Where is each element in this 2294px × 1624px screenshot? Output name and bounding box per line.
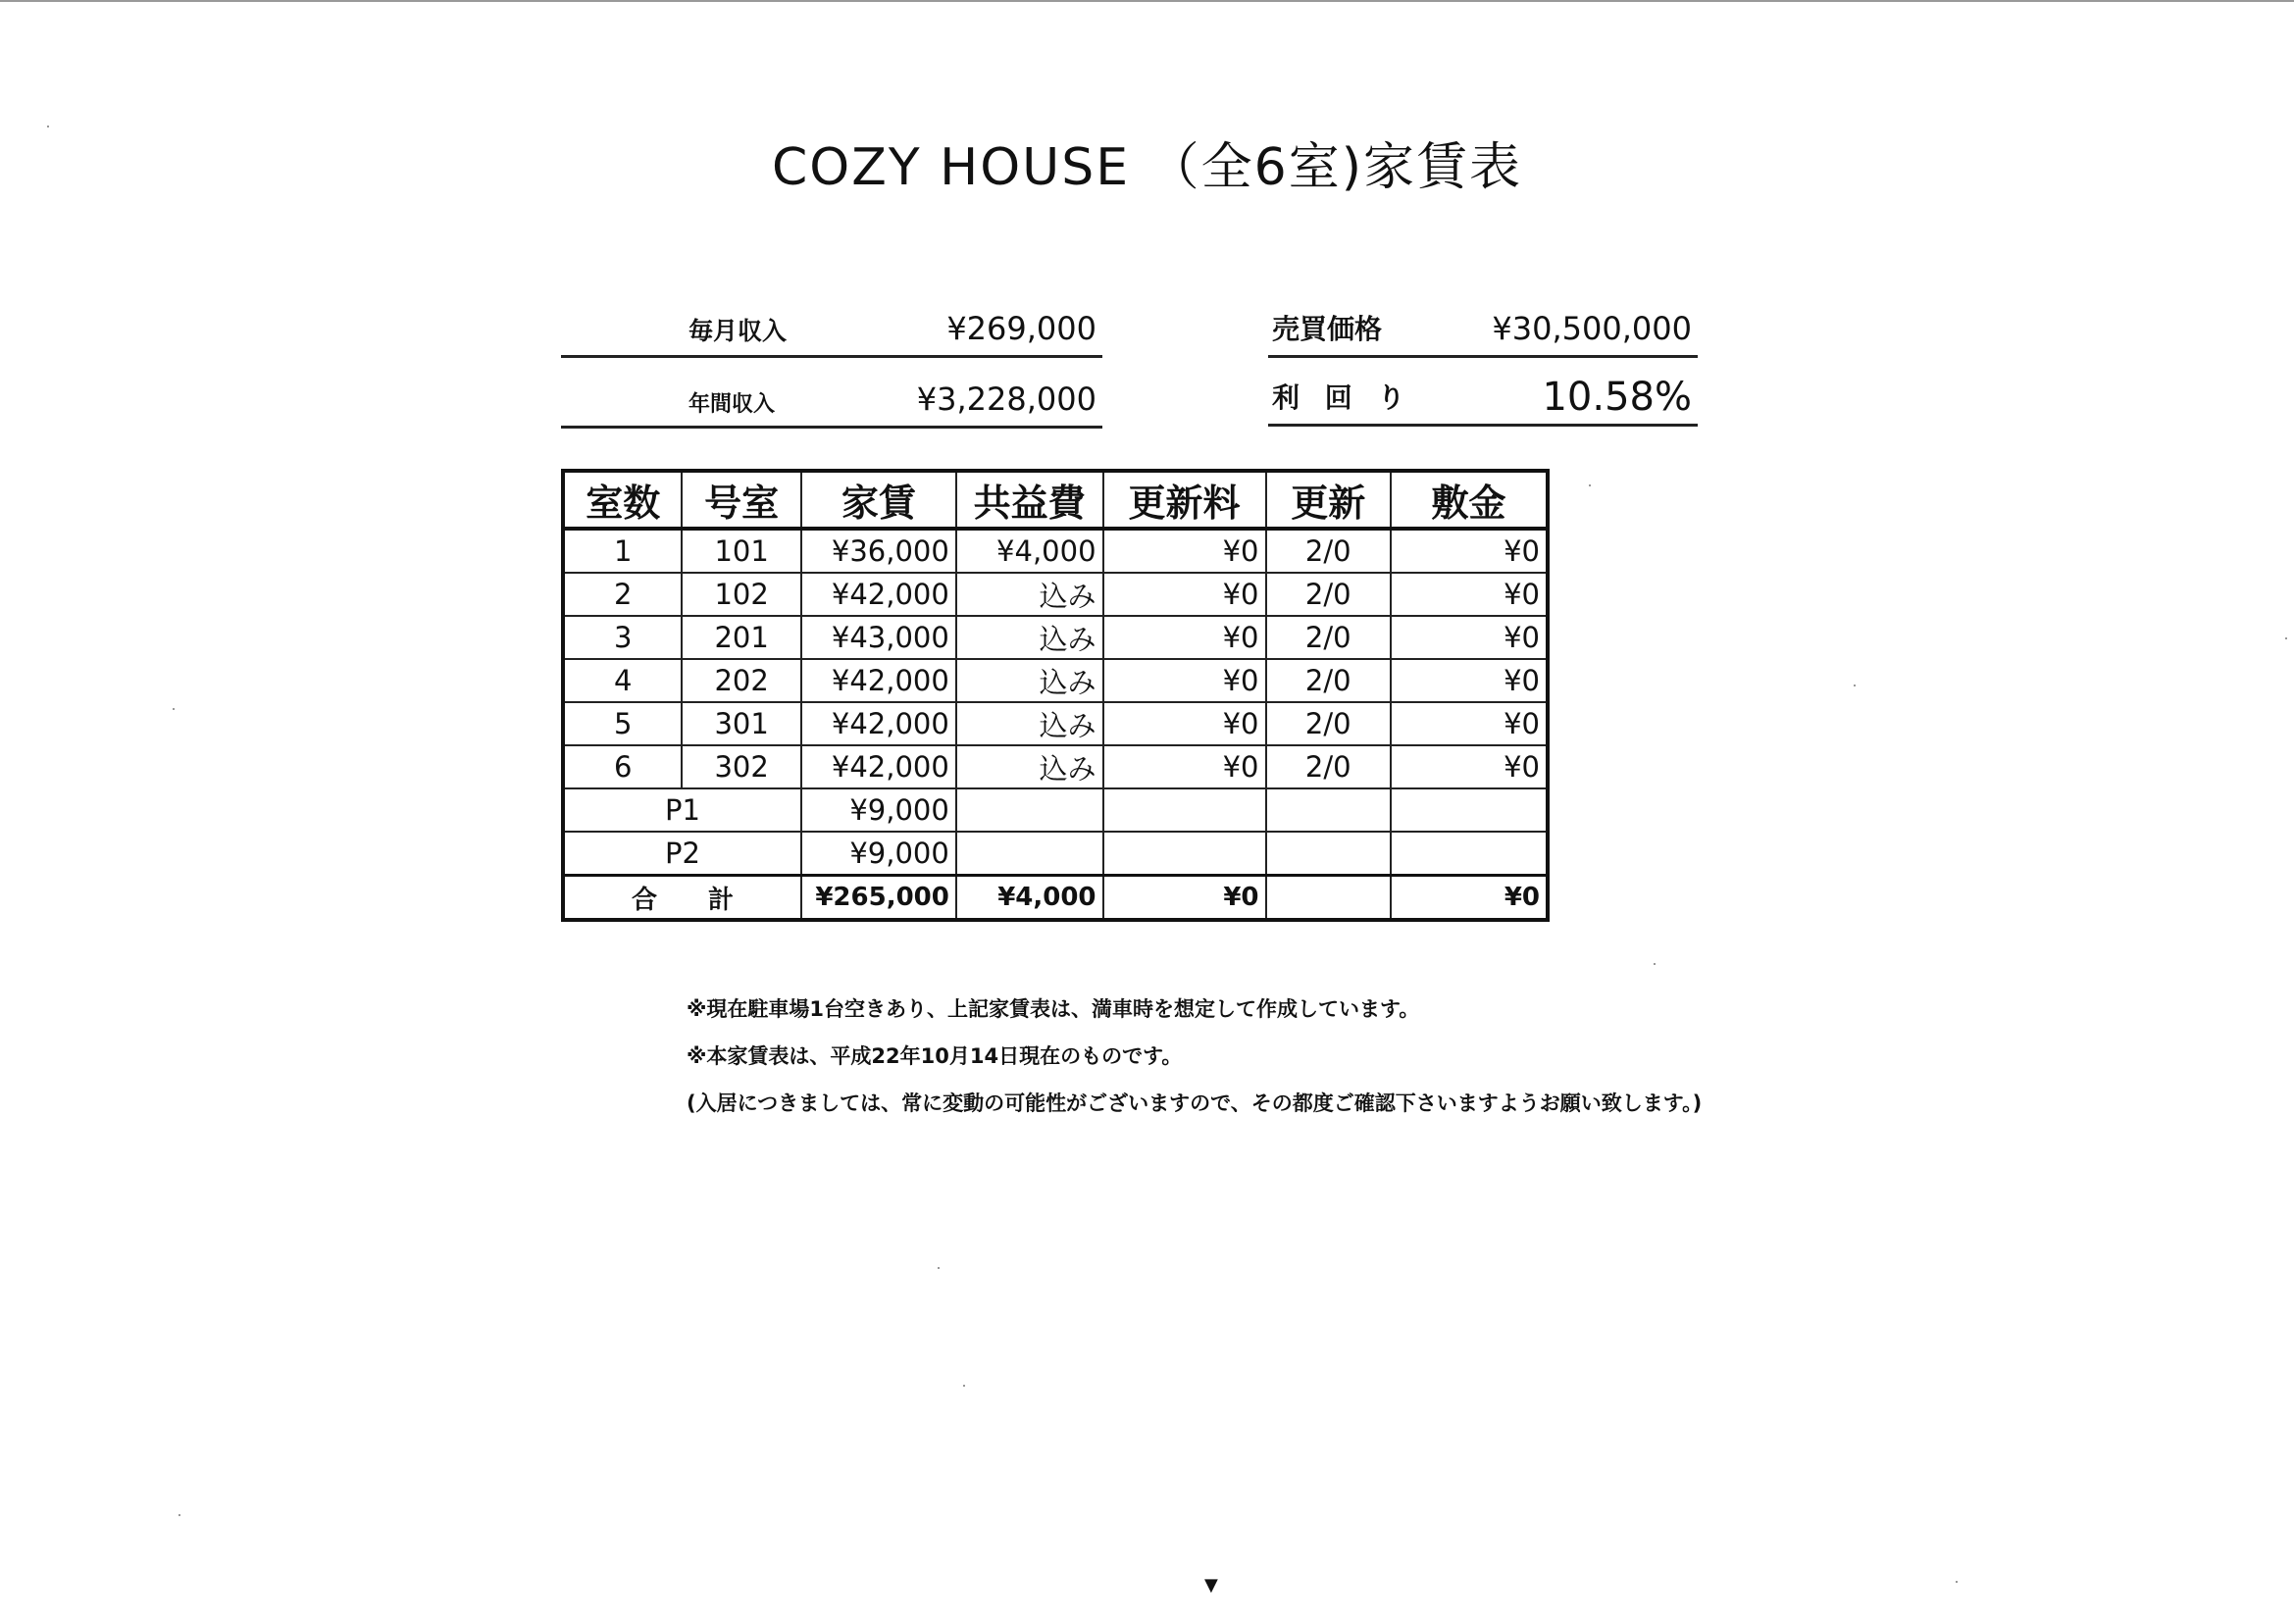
- cell-renewal-fee: ¥0: [1103, 529, 1266, 573]
- cell-common-fee: 込み: [956, 702, 1103, 745]
- scan-speck: [47, 126, 49, 127]
- cell-rent: ¥42,000: [801, 745, 956, 788]
- table-row: [563, 573, 1548, 616]
- cell-deposit: ¥0: [1391, 702, 1548, 745]
- cell-total-renewal-fee: ¥0: [1103, 876, 1266, 921]
- cell-room-number: 302: [682, 745, 801, 788]
- cell-room-number: 202: [682, 659, 801, 702]
- header-deposit: 敷金: [1391, 471, 1548, 529]
- cell-empty: [1103, 788, 1266, 832]
- cell-empty: [1391, 788, 1548, 832]
- cell-common-fee: 込み: [956, 573, 1103, 616]
- cell-empty: [1103, 832, 1266, 876]
- scan-edge: [0, 0, 2294, 2]
- monthly-income-row: [561, 304, 1102, 358]
- cell-rent: ¥42,000: [801, 702, 956, 745]
- yield-label: 利 回 り: [1272, 381, 1413, 414]
- cell-common-fee: ¥4,000: [956, 529, 1103, 573]
- header-room-number: 号室: [682, 471, 801, 529]
- page-marker-icon: ▼: [1204, 1575, 1218, 1596]
- cell-room-count: 6: [563, 745, 682, 788]
- cell-rent: ¥43,000: [801, 616, 956, 659]
- yield-row: [1268, 373, 1698, 427]
- scan-speck: [938, 1267, 940, 1269]
- cell-deposit: ¥0: [1391, 573, 1548, 616]
- cell-total-rent: ¥265,000: [801, 876, 956, 921]
- cell-renewal: 2/0: [1266, 745, 1391, 788]
- cell-room-count: 2: [563, 573, 682, 616]
- parking-row: [563, 788, 1548, 832]
- annual-income-label: 年間収入: [688, 392, 776, 417]
- cell-renewal: 2/0: [1266, 659, 1391, 702]
- cell-rent: ¥42,000: [801, 659, 956, 702]
- cell-total-deposit: ¥0: [1391, 876, 1548, 921]
- cell-renewal-fee: ¥0: [1103, 702, 1266, 745]
- header-rent: 家賃: [801, 471, 956, 529]
- cell-room-number: 201: [682, 616, 801, 659]
- cell-parking-label: P2: [563, 832, 801, 876]
- table-row: [563, 745, 1548, 788]
- scan-speck: [963, 1385, 965, 1387]
- cell-common-fee: 込み: [956, 659, 1103, 702]
- notes: [687, 986, 1702, 1127]
- scan-speck: [1654, 963, 1656, 965]
- header-common-fee: 共益費: [956, 471, 1103, 529]
- cell-renewal-fee: ¥0: [1103, 745, 1266, 788]
- cell-total-label: 合 計: [563, 876, 801, 921]
- note-line: (入居につきましては、常に変動の可能性がございますので、その都度ご確認下さいますようお願い致します。): [687, 1091, 1703, 1115]
- table-header-row: [563, 471, 1548, 529]
- cell-renewal: 2/0: [1266, 702, 1391, 745]
- cell-common-fee: 込み: [956, 745, 1103, 788]
- cell-renewal: 2/0: [1266, 616, 1391, 659]
- cell-total-common-fee: ¥4,000: [956, 876, 1103, 921]
- cell-deposit: ¥0: [1391, 529, 1548, 573]
- rent-table: [561, 469, 1550, 922]
- page-title: COZY HOUSE （全6室)家賃表: [771, 138, 1522, 197]
- scan-speck: [1956, 1581, 1958, 1583]
- header-renewal-fee: 更新料: [1103, 471, 1266, 529]
- cell-room-count: 5: [563, 702, 682, 745]
- cell-room-count: 3: [563, 616, 682, 659]
- cell-rent: ¥36,000: [801, 529, 956, 573]
- cell-empty: [1266, 832, 1391, 876]
- yield-value: 10.58%: [1542, 375, 1692, 420]
- cell-deposit: ¥0: [1391, 616, 1548, 659]
- header-room-count: 室数: [563, 471, 682, 529]
- note-line: ※現在駐車場1台空きあり、上記家賃表は、満車時を想定して作成しています。: [687, 997, 1420, 1021]
- table-row: [563, 702, 1548, 745]
- cell-empty: [956, 832, 1103, 876]
- total-row: [563, 876, 1548, 921]
- table-row: [563, 616, 1548, 659]
- scan-speck: [178, 1514, 180, 1516]
- cell-room-number: 102: [682, 573, 801, 616]
- monthly-income-value: ¥269,000: [946, 310, 1096, 347]
- cell-room-count: 4: [563, 659, 682, 702]
- cell-parking-rent: ¥9,000: [801, 788, 956, 832]
- cell-common-fee: 込み: [956, 616, 1103, 659]
- cell-empty: [1266, 876, 1391, 921]
- cell-room-count: 1: [563, 529, 682, 573]
- cell-room-number: 301: [682, 702, 801, 745]
- note-line: ※本家賃表は、平成22年10月14日現在のものです。: [687, 1044, 1183, 1068]
- annual-income-row: [561, 375, 1102, 429]
- table-row: [563, 659, 1548, 702]
- cell-renewal-fee: ¥0: [1103, 616, 1266, 659]
- cell-empty: [956, 788, 1103, 832]
- cell-room-number: 101: [682, 529, 801, 573]
- cell-renewal: 2/0: [1266, 529, 1391, 573]
- cell-rent: ¥42,000: [801, 573, 956, 616]
- scan-speck: [173, 708, 175, 710]
- sale-price-row: [1268, 304, 1698, 358]
- cell-renewal-fee: ¥0: [1103, 573, 1266, 616]
- sale-price-label: 売買価格: [1272, 313, 1383, 345]
- header-renewal: 更新: [1266, 471, 1391, 529]
- cell-renewal-fee: ¥0: [1103, 659, 1266, 702]
- scan-speck: [1589, 484, 1591, 486]
- cell-parking-label: P1: [563, 788, 801, 832]
- cell-empty: [1391, 832, 1548, 876]
- cell-empty: [1266, 788, 1391, 832]
- annual-income-value: ¥3,228,000: [916, 381, 1096, 418]
- scan-speck: [2285, 637, 2287, 639]
- table-row: [563, 529, 1548, 573]
- parking-row: [563, 832, 1548, 876]
- cell-deposit: ¥0: [1391, 745, 1548, 788]
- monthly-income-label: 毎月収入: [688, 317, 788, 345]
- cell-parking-rent: ¥9,000: [801, 832, 956, 876]
- sale-price-value: ¥30,500,000: [1492, 310, 1692, 347]
- scan-speck: [1854, 685, 1856, 686]
- cell-renewal: 2/0: [1266, 573, 1391, 616]
- cell-deposit: ¥0: [1391, 659, 1548, 702]
